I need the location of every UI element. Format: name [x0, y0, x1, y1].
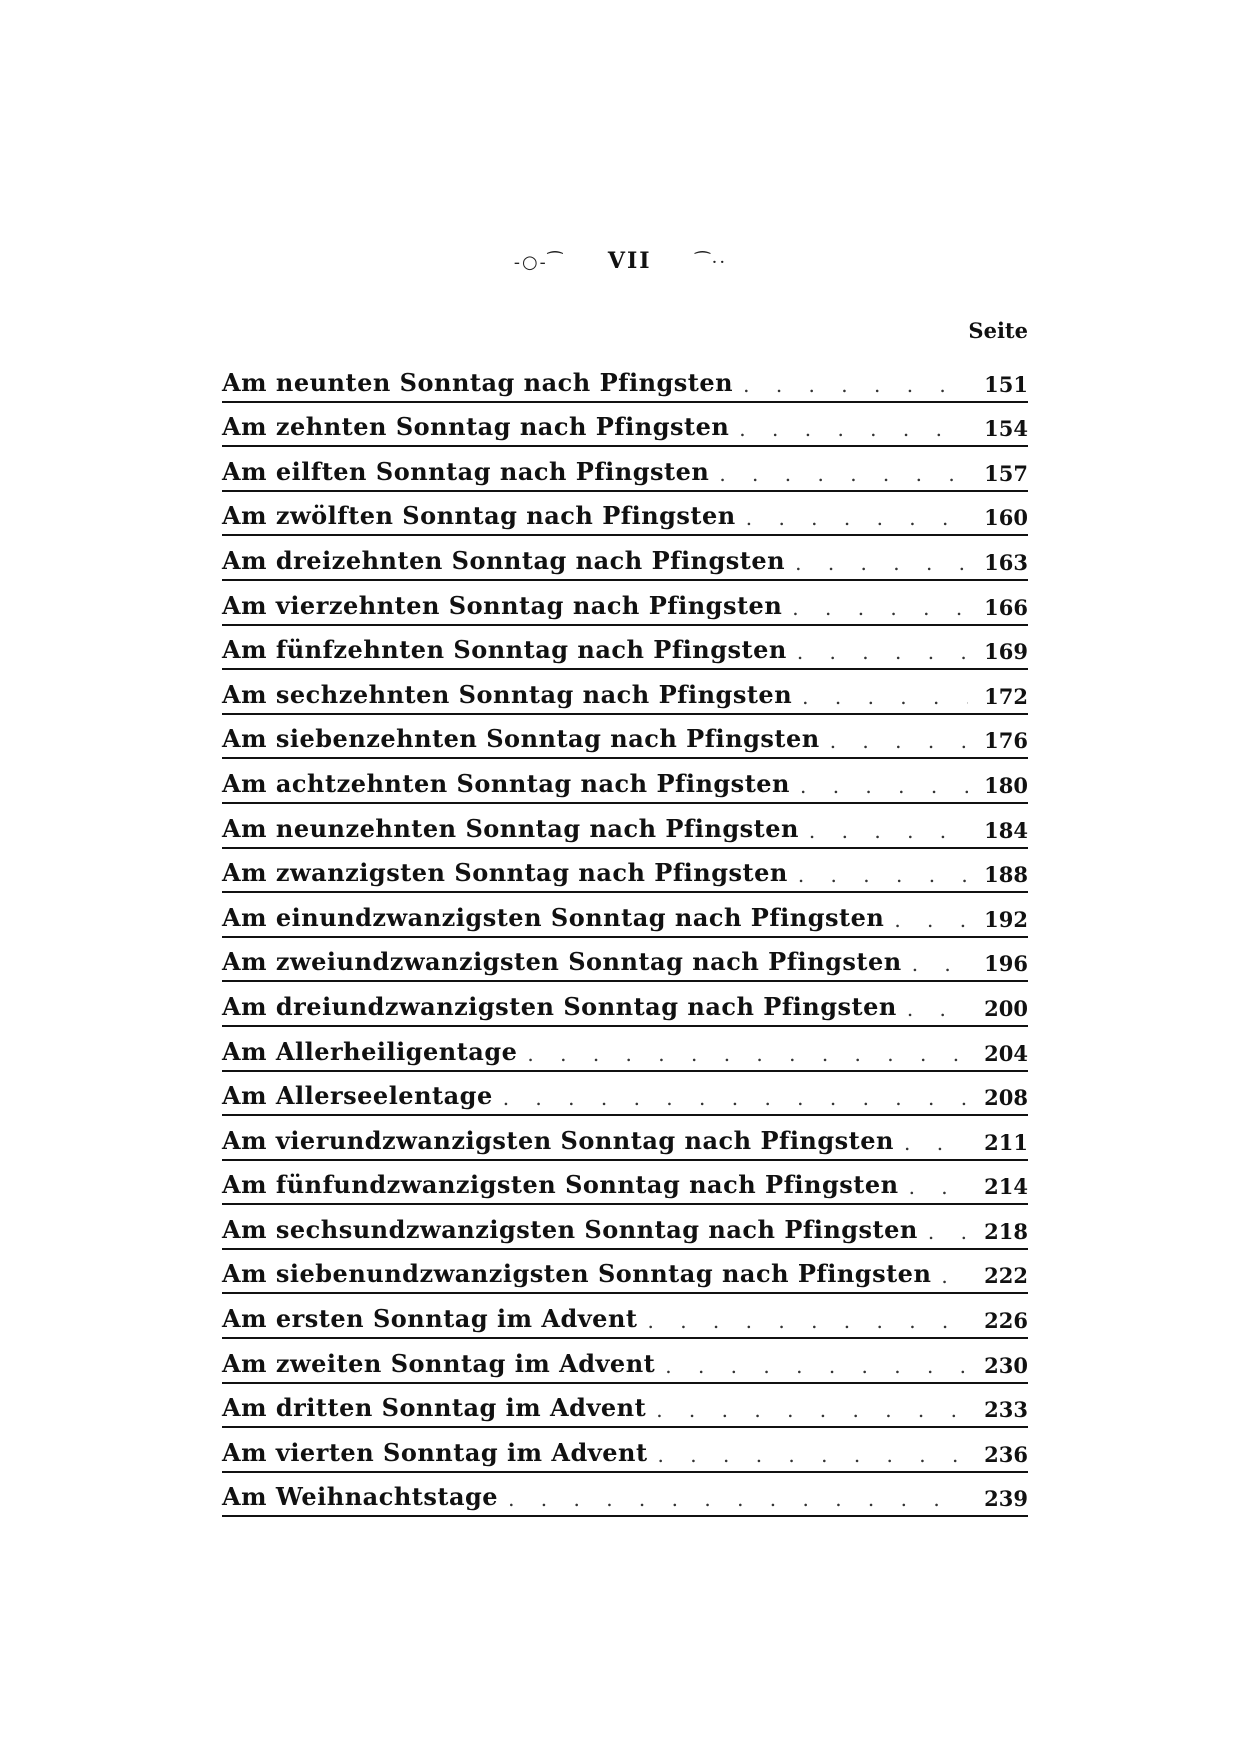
toc-entry-page: 160 [984, 505, 1028, 531]
toc-entry-page: 233 [984, 1397, 1028, 1423]
toc-entry [222, 670, 1028, 715]
dot-leader [648, 1309, 969, 1333]
toc-entry-page: 204 [984, 1040, 1028, 1066]
toc-entry-page: 188 [984, 862, 1028, 888]
toc-entry-title: Am zweiundzwanzigsten Sonntag nach Pfingsten [222, 947, 902, 977]
dot-leader [746, 506, 968, 530]
toc-entry [222, 715, 1028, 760]
toc-entry-title: Am dritten Sonntag im Advent [222, 1393, 647, 1423]
ornament-left: -○-⁀ [513, 252, 565, 273]
toc-entry-title: Am siebenundzwanzigsten Sonntag nach Pfingsten [222, 1259, 932, 1289]
toc-entry-title: Am neunzehnten Sonntag nach Pfingsten [222, 813, 799, 843]
toc-entry-page: 184 [984, 817, 1028, 843]
page-header [0, 248, 1241, 274]
toc-entry [222, 536, 1028, 581]
dot-leader [719, 462, 968, 486]
toc-entry [222, 1473, 1028, 1518]
toc-entry [222, 1384, 1028, 1429]
toc-entry-page: 172 [984, 683, 1028, 709]
toc-entry-title: Am eilften Sonntag nach Pfingsten [222, 456, 710, 486]
dot-leader [830, 729, 968, 753]
toc-entry-title: Am achtzehnten Sonntag nach Pfingsten [222, 768, 790, 798]
toc-entry [222, 1339, 1028, 1384]
toc-entry [222, 1116, 1028, 1161]
toc-entry [222, 804, 1028, 849]
toc-entry-page: 157 [984, 460, 1028, 486]
toc-entry-page: 166 [984, 594, 1028, 620]
toc-entry [222, 1027, 1028, 1072]
page-number: VII [607, 248, 652, 274]
toc-entry-title: Am zweiten Sonntag im Advent [222, 1348, 656, 1378]
dot-leader [795, 551, 968, 575]
toc-entry [222, 626, 1028, 671]
toc-entry [222, 492, 1028, 537]
toc-entry-page: 192 [984, 906, 1028, 932]
dot-leader [508, 1487, 968, 1511]
toc-entry-page: 154 [984, 416, 1028, 442]
toc-entry-page: 222 [984, 1263, 1028, 1289]
toc-entry [222, 1250, 1028, 1295]
dot-leader [656, 1398, 968, 1422]
toc-entry-title: Am zehnten Sonntag nach Pfingsten [222, 412, 730, 442]
dot-leader [904, 1131, 968, 1155]
toc-entry [222, 893, 1028, 938]
toc-entry-title: Am Allerseelentage [222, 1081, 493, 1111]
dot-leader [941, 1264, 968, 1288]
toc-entry-title: Am vierundzwanzigsten Sonntag nach Pfingsten [222, 1125, 894, 1155]
toc-entry [222, 982, 1028, 1027]
toc-entry-page: 196 [984, 951, 1028, 977]
toc-entry [222, 1205, 1028, 1250]
toc-entry [222, 938, 1028, 983]
dot-leader [658, 1443, 968, 1467]
dot-leader [665, 1354, 968, 1378]
toc-entry-title: Am einundzwanzigsten Sonntag nach Pfingsten [222, 902, 885, 932]
toc-entry-page: 163 [984, 549, 1028, 575]
dot-leader [894, 908, 968, 932]
toc-entry [222, 447, 1028, 492]
toc-entry-title: Am Allerheiligentage [222, 1036, 518, 1066]
toc-entry-title: Am sechzehnten Sonntag nach Pfingsten [222, 679, 793, 709]
toc-entry-page: 180 [984, 772, 1028, 798]
toc-entry [222, 581, 1028, 626]
toc-entry-title: Am Weihnachtstage [222, 1482, 499, 1512]
dot-leader [739, 417, 968, 441]
toc-entry-page: 218 [984, 1218, 1028, 1244]
toc-entry [222, 1428, 1028, 1473]
toc-entry-title: Am sechsundzwanzigsten Sonntag nach Pfingsten [222, 1214, 918, 1244]
dot-leader [800, 774, 968, 798]
dot-leader [802, 685, 968, 709]
toc-entry [222, 403, 1028, 448]
dot-leader [907, 997, 968, 1021]
dot-leader [743, 373, 968, 397]
toc-entry-page: 169 [984, 639, 1028, 665]
toc-entry-page: 208 [984, 1085, 1028, 1111]
dot-leader [909, 1175, 968, 1199]
toc-entry-page: 200 [984, 995, 1028, 1021]
toc-entry-page: 230 [984, 1352, 1028, 1378]
toc-entry-title: Am ersten Sonntag im Advent [222, 1304, 638, 1334]
ornament-right: ⁀·· [695, 252, 728, 273]
dot-leader [809, 819, 968, 843]
toc-entry [222, 849, 1028, 894]
toc-entry [222, 1161, 1028, 1206]
toc-entry [222, 1294, 1028, 1339]
toc-entry-title: Am dreiundzwanzigsten Sonntag nach Pfingsten [222, 991, 897, 1021]
toc-entry-title: Am vierten Sonntag im Advent [222, 1437, 648, 1467]
dot-leader [527, 1042, 968, 1066]
dot-leader [798, 863, 968, 887]
dot-leader [912, 952, 968, 976]
toc-entry-page: 176 [984, 728, 1028, 754]
dot-leader [792, 596, 968, 620]
toc-entry-page: 226 [984, 1308, 1028, 1334]
toc-entry-page: 239 [984, 1486, 1028, 1512]
toc-entry-page: 211 [984, 1129, 1028, 1155]
toc-entry-title: Am neunten Sonntag nach Pfingsten [222, 367, 734, 397]
toc-entry-title: Am dreizehnten Sonntag nach Pfingsten [222, 545, 786, 575]
toc-entry-title: Am siebenzehnten Sonntag nach Pfingsten [222, 724, 820, 754]
toc-entry-title: Am vierzehnten Sonntag nach Pfingsten [222, 590, 783, 620]
toc-entry [222, 358, 1028, 403]
toc-entry-page: 236 [984, 1441, 1028, 1467]
dot-leader [928, 1220, 968, 1244]
toc-entry-title: Am fünfzehnten Sonntag nach Pfingsten [222, 635, 787, 665]
toc-entry [222, 759, 1028, 804]
toc-entry [222, 1072, 1028, 1117]
toc-entry-title: Am fünfundzwanzigsten Sonntag nach Pfingsten [222, 1170, 899, 1200]
toc-entry-page: 214 [984, 1174, 1028, 1200]
toc-entry-page: 151 [984, 371, 1028, 397]
toc-entry-title: Am zwanzigsten Sonntag nach Pfingsten [222, 858, 788, 888]
dot-leader [797, 640, 968, 664]
dot-leader [503, 1086, 968, 1110]
toc-entry-title: Am zwölften Sonntag nach Pfingsten [222, 501, 736, 531]
table-of-contents [222, 358, 1028, 1517]
column-heading-seite: Seite [968, 318, 1028, 343]
